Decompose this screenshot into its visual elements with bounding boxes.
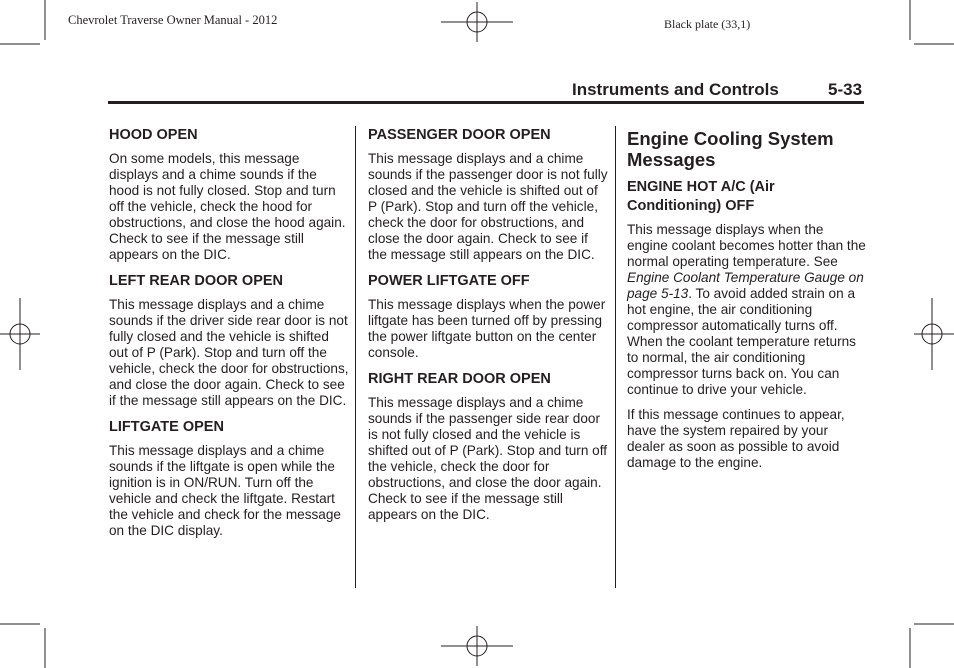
column-divider-1 xyxy=(355,126,356,588)
text-liftgate-open: This message displays and a chime sounds if the liftgate is open while the ignition is in ON/RUN. Turn off the vehicle and check the liftgate. Restart the vehicle and check for the message on the DIC display. xyxy=(109,443,341,538)
page-number: 5-33 xyxy=(828,80,863,99)
plate-label: Black plate (33,1) xyxy=(664,17,751,31)
heading-power-liftgate-off: POWER LIFTGATE OFF xyxy=(368,273,530,289)
heading-hood-open: HOOD OPEN xyxy=(109,127,198,143)
registration-target-left xyxy=(0,298,40,370)
cross-reference-link[interactable]: Engine Coolant Temperature Gauge on page 5-13 xyxy=(627,270,864,301)
para1-rest: . To avoid added strain on a hot engine, the air conditioning compressor automatically turns off. When the coolant temperature returns to normal, the air conditioning compressor turns back on. You can continue to drive your vehicle. xyxy=(627,286,856,397)
para1-lead: This message displays when the engine coolant becomes hotter than the normal operating temperature. See xyxy=(627,222,866,269)
section-title: Instruments and Controls xyxy=(572,80,779,99)
manual-title: Chevrolet Traverse Owner Manual - 2012 xyxy=(68,13,278,27)
text-left-rear-door-open: This message displays and a chime sounds if the driver side rear door is not fully closed and the vehicle is shifted out of P (Park). Stop and turn off the vehicle, check the door for obstructions, and close the door again. Check to see if the message still appears on the DIC. xyxy=(109,297,349,408)
text-engine-hot-para-1 xyxy=(627,222,867,398)
heading-engine-hot-ac-off xyxy=(627,178,867,216)
text-power-liftgate-off: This message displays when the power liftgate has been turned off by pressing the power liftgate button on the center console. xyxy=(368,297,606,360)
registration-target-bottom xyxy=(441,626,513,666)
section-heading-line-2: Messages xyxy=(627,149,716,170)
heading-left-rear-door-open: LEFT REAR DOOR OPEN xyxy=(109,273,284,289)
text-engine-hot-para-2: If this message continues to appear, have the system repaired by your dealer as soon as possible to avoid damage to the engine. xyxy=(627,407,845,470)
text-passenger-door-open: This message displays and a chime sounds if the passenger door is not fully closed and the vehicle is shifted out of P (Park). Stop and turn off the vehicle, check the door for obstructions, and close the door again. Check to see if the message still appears on the DIC. xyxy=(368,151,608,262)
registration-target-right xyxy=(914,298,954,370)
column-2 xyxy=(368,126,608,523)
heading-engine-hot-line-2: Conditioning) OFF xyxy=(627,198,755,214)
column-1 xyxy=(109,126,349,539)
column-divider-2 xyxy=(615,126,616,588)
header-rule xyxy=(108,101,864,104)
heading-liftgate-open: LIFTGATE OPEN xyxy=(109,419,224,435)
heading-engine-hot-line-1: ENGINE HOT A/C (Air xyxy=(627,179,775,195)
registration-target-top xyxy=(441,2,513,42)
heading-passenger-door-open: PASSENGER DOOR OPEN xyxy=(368,127,551,143)
section-heading-engine-cooling xyxy=(627,128,867,170)
column-3 xyxy=(627,128,867,471)
section-heading-line-1: Engine Cooling System xyxy=(627,128,834,149)
text-hood-open: On some models, this message displays and a chime sounds if the hood is not fully closed. Stop and turn off the vehicle, check the hood for obstructions, and close the hood again. Check to see if the message still appears on the DIC. xyxy=(109,151,346,262)
heading-right-rear-door-open: RIGHT REAR DOOR OPEN xyxy=(368,371,551,387)
text-right-rear-door-open: This message displays and a chime sounds if the passenger side rear door is not fully closed and the vehicle is shifted out of P (Park). Stop and turn off the vehicle, check the door for obstructions, and close the door again. Check to see if the message still appears on the DIC. xyxy=(368,395,608,522)
